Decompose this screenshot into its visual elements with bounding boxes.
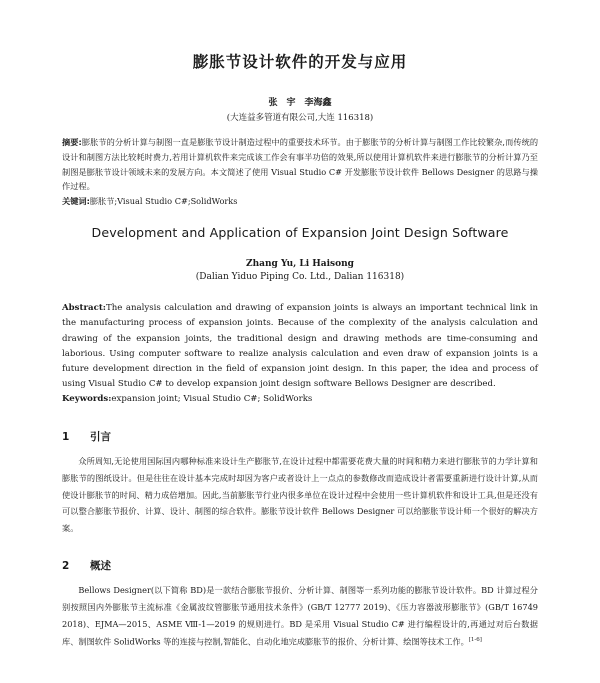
- title-cn: 膨胀节设计软件的开发与应用: [192, 53, 408, 71]
- keywords-en-label: Keywords:: [62, 394, 112, 405]
- abstract-cn-text: 膨胀节的分析计算与制图一直是膨胀节设计制造过程中的重要技术环节。由于膨胀节的分析计算与制图工作比较繁杂,而传统的设计和制图方法比较耗时费力,若用计算机软件来完成该工作会有事半功倍的效果,所以使用计算机软件来进行膨胀节的分析计算乃至制图是膨胀节设计领域未来的发展方向。本文简述了使用 Visual Studio C# 开发膨胀节设计软件 Bellows Designer 的思路与操作过程。: [62, 137, 539, 192]
- citation-ref: [1-6]: [468, 637, 482, 644]
- abstract-cn: [62, 135, 538, 194]
- abstract-en: [62, 301, 538, 392]
- section-body-overview-text: Bellows Designer(以下简称 BD)是一款结合膨胀节报价、分析计算、制图等一系列功能的膨胀节设计软件。BD 计算过程分别按照国内外膨胀节主流标准《金属波纹管膨胀节通用技术条件》(GB/T 12777 2019)、《压力容器波形膨胀节》(GB/T 16749 2018)、EJMA—2015、ASME Ⅷ-1—2019 的规则进行。BD 是采用 Visual Studio C# 进行编程设计的,再通过对后台数据库、制图软件 SolidWorks 等的连接与控制,智能化、自动化地完成膨胀节的报价、分析计算、绘图等技术工作。: [62, 585, 538, 647]
- section-title: 引言: [90, 431, 111, 444]
- authors-cn: 张 宇 李海鑫: [268, 98, 332, 108]
- abstract-en-text: The analysis calculation and drawing of expansion joints is always an important technical link in the manufacturing process of expansion joints. Because of the complexity of the analysis calculation and drawing of the expansion joints, the traditional design and drawing methods are time-consuming and laborious. Using computer software to realize analysis calculation and even draw of expansion joints is a future development direction in the field of expansion joint design. In this paper, the idea and process of using Visual Studio C# to develop expansion joint design software Bellows Designer are described.: [62, 303, 538, 390]
- affiliation-cn: (大连益多管道有限公司,大连 116318): [226, 113, 374, 123]
- keywords-en: [62, 392, 538, 407]
- section-body-overview: [62, 582, 538, 650]
- section-number: 1: [62, 431, 70, 444]
- keywords-en-text: expansion joint; Visual Studio C#; SolidWorks: [111, 394, 313, 405]
- section-number: 2: [62, 560, 70, 573]
- keywords-cn-label: 关键词:: [62, 196, 90, 207]
- authors-en: Zhang Yu, Li Haisong: [246, 259, 354, 270]
- section-heading-overview: [62, 558, 538, 573]
- section-heading-introduction: [62, 429, 538, 444]
- title-en: Development and Application of Expansion Joint Design Software: [91, 225, 509, 241]
- abstract-en-label: Abstract:: [62, 303, 106, 314]
- section-body-introduction: 众所周知,无论使用国际国内哪种标准来设计生产膨胀节,在设计过程中都需要花费大量的时间和精力来进行膨胀节的力学计算和膨胀节的图纸设计。但是往往在设计基本完成时却因为客户或者设计上一点点的参数修改而造成设计者需要重新进行设计计算,从而使设计膨胀节的时间、精力成倍增加。因此,当前膨胀节行业内很多单位在设计过程中会使用一些计算机软件和设计工具,但是还没有可以整合膨胀节报价、计算、设计、制图的综合软件。膨胀节设计软件 Bellows Designer 可以给膨胀节设计师一个很好的解决方案。: [62, 456, 538, 533]
- keywords-cn-text: 膨胀节;Visual Studio C#;SolidWorks: [89, 196, 238, 207]
- abstract-cn-label: 摘要:: [62, 137, 82, 147]
- section-title: 概述: [90, 560, 111, 573]
- affiliation-en: (Dalian Yiduo Piping Co. Ltd., Dalian 116318): [195, 272, 405, 283]
- keywords-cn: [62, 194, 538, 208]
